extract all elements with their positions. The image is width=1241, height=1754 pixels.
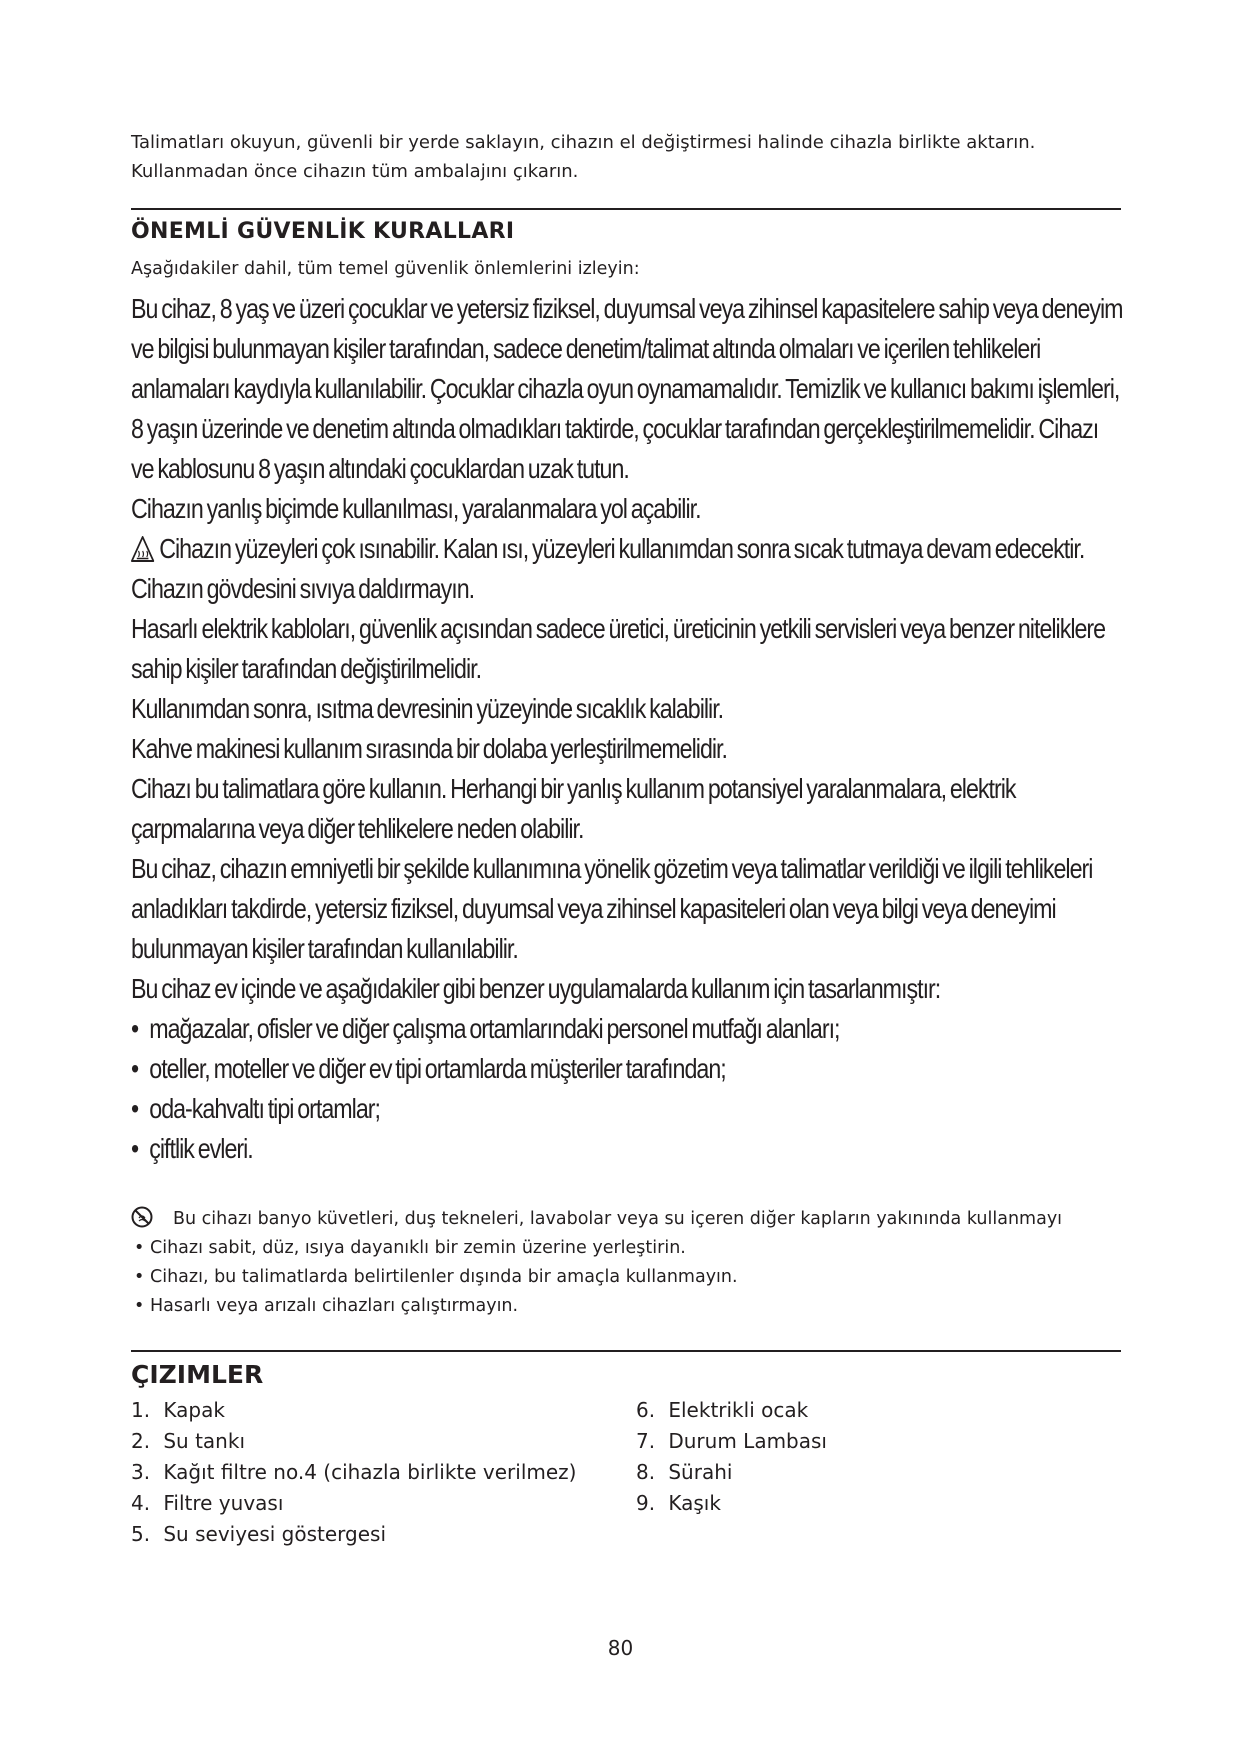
safety-paragraph: Cihazın yanlış biçimde kullanılması, yaralanmalara yol açabilir.: [131, 493, 701, 524]
bullet: •: [134, 1238, 145, 1258]
section-divider: [131, 1350, 1121, 1352]
safety-paragraph: Cihazın gövdesini sıvıya daldırmayın.: [131, 573, 475, 604]
safety-paragraph: Hasarlı elektrik kabloları, güvenlik açısından sadece üretici, üreticinin yetkili servisleri veya benzer niteliklere sahip kişiler tarafından değiştirilmelidir.: [131, 613, 1106, 684]
prohibition-line: [131, 1205, 1131, 1234]
bullet: •: [131, 1133, 139, 1164]
intro-line-2: Kullanmadan önce cihazın tüm ambalajını çıkarın.: [131, 161, 579, 182]
section-divider: [131, 208, 1121, 210]
part-item: 6. Elektrikli ocak: [636, 1398, 809, 1422]
safety-paragraph: Kullanımdan sonra, ısıtma devresinin yüzeyinde sıcaklık kalabilir.: [131, 693, 724, 724]
part-item: 5. Su seviyesi göstergesi: [131, 1522, 387, 1546]
bullet: •: [134, 1296, 145, 1316]
safety-paragraph-hot: [131, 529, 1123, 569]
use-list-item: • çiftlik evleri.: [131, 1129, 1123, 1169]
use-list-item: • oda-kahvaltı tipi ortamlar;: [131, 1089, 1123, 1129]
bullet: •: [134, 1267, 145, 1287]
safety-title: ÖNEMLİ GÜVENLİK KURALLARI: [131, 219, 515, 244]
bullet: •: [131, 1053, 139, 1084]
part-item: 3. Kağıt filtre no.4 (cihazla birlikte verilmez): [131, 1460, 577, 1484]
prohibition-text: Bu cihazı banyo küvetleri, duş tekneleri, lavabolar veya su içeren diğer kapların yakınında kullanmayı: [173, 1209, 1063, 1229]
small-bullet: • Cihazı sabit, düz, ısıya dayanıklı bir zemin üzerine yerleştirin.: [131, 1234, 1131, 1263]
intro: [131, 128, 1121, 186]
small-rules: [131, 1205, 1131, 1321]
safety-paragraph: Bu cihaz, 8 yaş ve üzeri çocuklar ve yetersiz fiziksel, duyumsal veya zihinsel kapasitelere sahip veya deneyim ve bilgisi bulunmayan kişiler tarafından, sadece denetim/talimat altında olmaları ve içerilen tehlikeleri anlamaları kaydıyla kullanılabilir. Çocuklar cihazla oyun oynamamalıdır. Temizlik ve kullanıcı bakımı işlemleri, 8 yaşın üzerinde ve denetim altında olmadıkları taktirde, çocuklar tarafından gerçekleştirilmemelidir. Cihazı ve kablosunu 8 yaşın altındaki çocuklardan uzak tutun.: [131, 293, 1123, 484]
safety-paragraph: Cihazı bu talimatlara göre kullanın. Herhangi bir yanlış kullanım potansiyel yaralanmalara, elektrik çarpmalarına veya diğer tehlikelere neden olabilir.: [131, 773, 1016, 844]
use-list-item: • mağazalar, ofisler ve diğer çalışma ortamlarındaki personel mutfağı alanları;: [131, 1009, 1123, 1049]
parts-list-right: [636, 1395, 827, 1519]
part-item: 1. Kapak: [131, 1398, 225, 1422]
hot-surface-warning-icon: [131, 533, 159, 561]
use-list-item: • oteller, moteller ve diğer ev tipi ortamlarda müşteriler tarafından;: [131, 1049, 1123, 1089]
page-number: 80: [607, 1636, 634, 1660]
bullet: •: [131, 1013, 139, 1044]
part-item: 2. Su tankı: [131, 1429, 245, 1453]
safety-paragraph: Bu cihaz ev içinde ve aşağıdakiler gibi benzer uygulamalarda kullanım için tasarlanmıştır:: [131, 973, 941, 1004]
bullet: •: [131, 1093, 139, 1124]
no-water-prohibition-icon: [131, 1206, 153, 1228]
safety-paragraph: Kahve makinesi kullanım sırasında bir dolaba yerleştirilmemelidir.: [131, 733, 727, 764]
hot-surface-text: Cihazın yüzeyleri çok ısınabilir. Kalan ısı, yüzeyleri kullanımdan sonra sıcak tutmaya devam edecektir.: [159, 533, 1085, 564]
parts-list-left: [131, 1395, 576, 1550]
part-item: 4. Filtre yuvası: [131, 1491, 284, 1515]
small-bullet: • Hasarlı veya arızalı cihazları çalıştırmayın.: [131, 1292, 1131, 1321]
intro-line-1: Talimatları okuyun, güvenli bir yerde saklayın, cihazın el değiştirmesi halinde cihazla birlikte aktarın.: [131, 132, 1036, 153]
part-item: 7. Durum Lambası: [636, 1429, 827, 1453]
safety-lead: Aşağıdakiler dahil, tüm temel güvenlik önlemlerini izleyin:: [131, 259, 640, 279]
parts-title: ÇIZIMLER: [131, 1360, 264, 1389]
safety-paragraph: Bu cihaz, cihazın emniyetli bir şekilde kullanımına yönelik gözetim veya talimatlar verildiği ve ilgili tehlikeleri anladıkları takdirde, yetersiz fiziksel, duyumsal veya zihinsel kapasiteleri olan veya bilgi veya deneyimi bulunmayan kişiler tarafından kullanılabilir.: [131, 853, 1093, 964]
safety-rules: [131, 289, 1123, 1169]
part-item: 8. Sürahi: [636, 1460, 733, 1484]
part-item: 9. Kaşık: [636, 1491, 721, 1515]
small-bullet: • Cihazı, bu talimatlarda belirtilenler dışında bir amaçla kullanmayın.: [131, 1263, 1131, 1292]
